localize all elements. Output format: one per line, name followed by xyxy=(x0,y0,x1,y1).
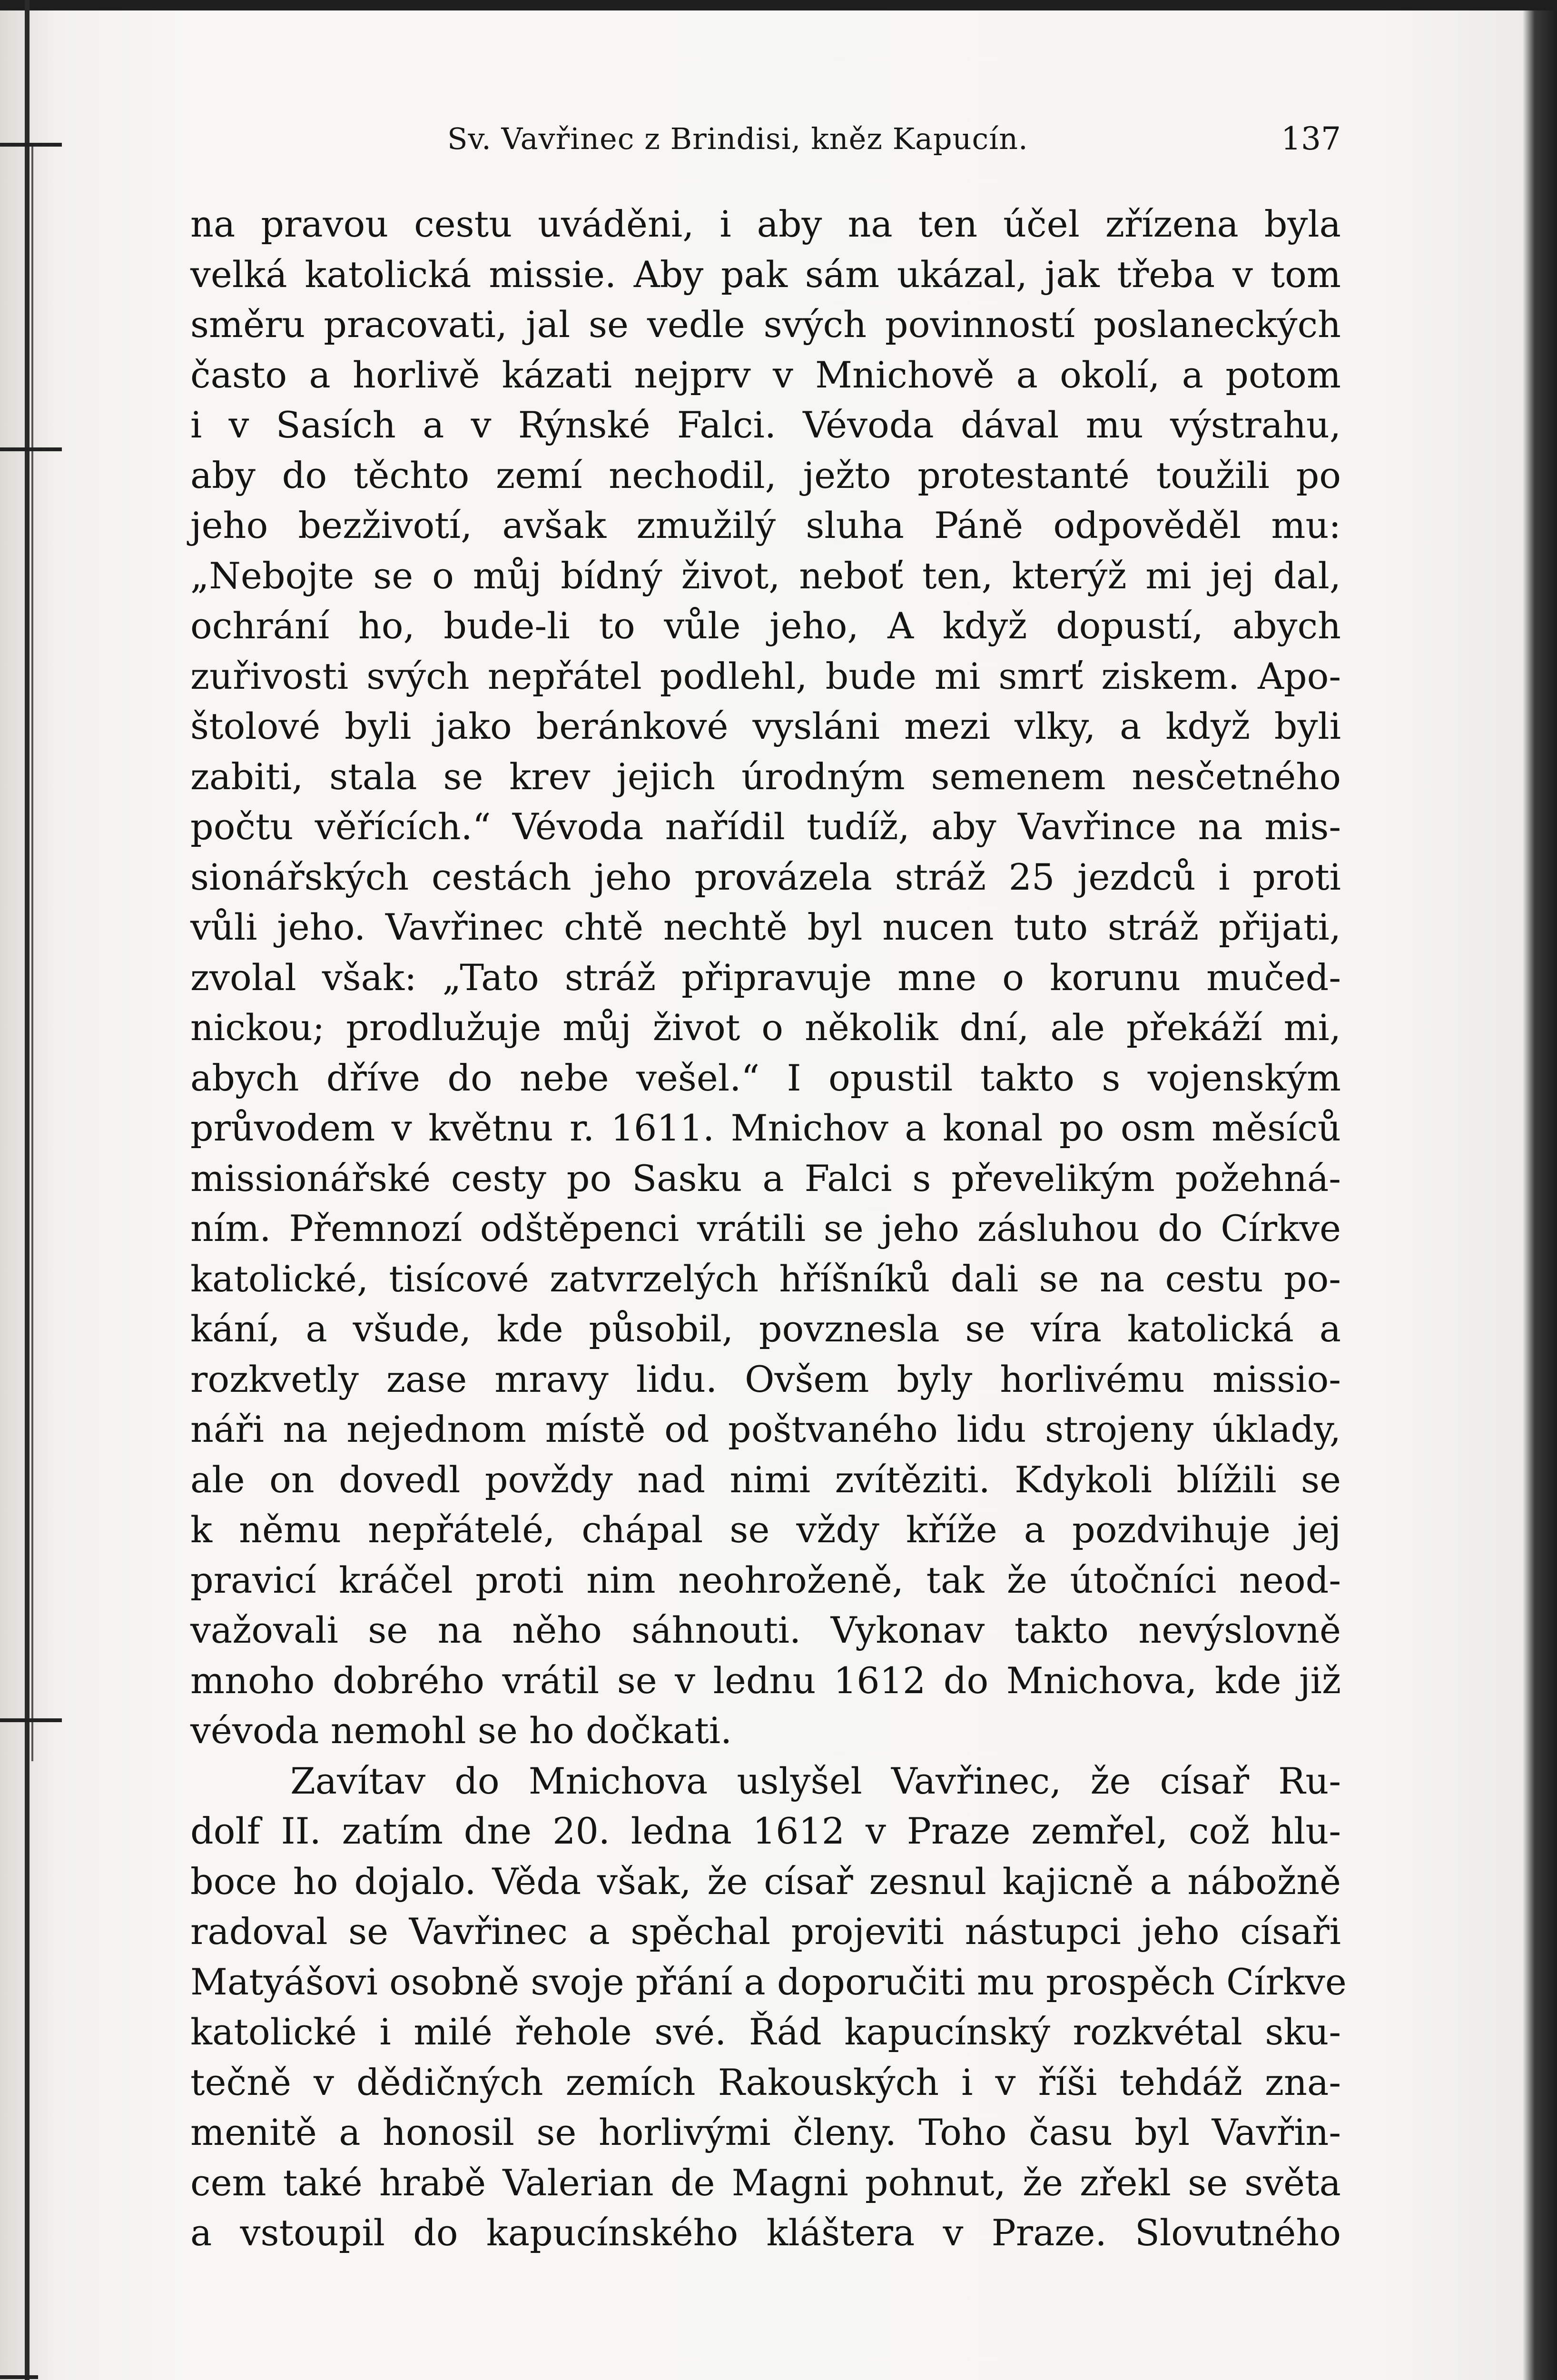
text-line: Zavítav do Mnichova uslyšel Vavřinec, že císař Ru- xyxy=(290,1759,1341,1802)
binding-mark xyxy=(0,2375,38,2379)
text-line: i v Sasích a v Rýnské Falci. Vévoda dával mu výstrahu, xyxy=(190,404,1341,446)
text-line: náři na nejednom místě od poštvaného lidu strojeny úklady, xyxy=(190,1408,1341,1450)
text-line: menitě a honosil se horlivými členy. Toho času byl Vavřin- xyxy=(190,2111,1341,2153)
text-line: aby do těchto zemí nechodil, ježto protestanté toužili po xyxy=(190,454,1341,496)
paragraph-1 xyxy=(190,199,1341,1756)
text-line: pravicí kráčel proti nim neohroženě, tak že útočníci neod- xyxy=(190,1558,1341,1601)
text-line: velká katolická missie. Aby pak sám ukázal, jak třeba v tom xyxy=(190,253,1341,296)
text-line: a vstoupil do kapucínského kláštera v Praze. Slovutného xyxy=(190,2211,1341,2254)
running-head: Sv. Vavřinec z Brindisi, kněz Kapucín. xyxy=(447,121,1028,156)
binding-mark xyxy=(0,1718,62,1722)
text-line: vůli jeho. Vavřinec chtě nechtě byl nucen tuto stráž přijati, xyxy=(190,906,1341,948)
text-line: zuřivosti svých nepřátel podlehl, bude mi smrť ziskem. Apo- xyxy=(190,654,1341,697)
top-page-edge xyxy=(0,0,1557,10)
text-line: nickou; prodlužuje můj život o několik dní, ale překáží mi, xyxy=(190,1006,1341,1049)
text-line: katolické i milé řehole své. Řád kapucínský rozkvétal sku- xyxy=(190,2011,1341,2053)
binding-mark xyxy=(0,143,62,147)
text-line: „Nebojte se o můj bídný život, neboť ten, kterýž mi jej dal, xyxy=(190,554,1341,597)
page-number: 137 xyxy=(1281,120,1341,157)
text-line: mnoho dobrého vrátil se v lednu 1612 do Mnichova, kde již xyxy=(190,1659,1341,1702)
text-line: dolf II. zatím dne 20. ledna 1612 v Praze zemřel, což hlu- xyxy=(190,1810,1341,1852)
text-line: sionářských cestách jeho provázela stráž 25 jezdců i proti xyxy=(190,855,1341,898)
text-line: tečně v dědičných zemích Rakouských i v říši tehdáž zna- xyxy=(190,2061,1341,2103)
text-line: vévoda nemohl se ho dočkati. xyxy=(190,1709,732,1752)
text-line: ním. Přemnozí odštěpenci vrátili se jeho zásluhou do Církve xyxy=(190,1207,1341,1250)
text-line: abych dříve do nebe vešel.“ I opustil takto s vojenským xyxy=(190,1056,1341,1099)
paragraph-2 xyxy=(190,1756,1347,2258)
text-line: jeho bezživotí, avšak zmužilý sluha Páně odpověděl mu: xyxy=(190,504,1341,546)
text-line: k němu nepřátelé, chápal se vždy kříže a pozdvihuje jej xyxy=(190,1508,1341,1551)
text-line: průvodem v květnu r. 1611. Mnichov a konal po osm měsíců xyxy=(190,1107,1341,1149)
text-line: kání, a všude, kde působil, povznesla se víra katolická a xyxy=(190,1308,1341,1350)
text-line: Matyášovi osobně svoje přání a doporučiti mu prospěch Církve xyxy=(190,1960,1347,2003)
text-line: ochrání ho, bude-li to vůle jeho, A když dopustí, abych xyxy=(190,605,1341,647)
text-line: na pravou cestu uváděni, i aby na ten účel zřízena byla xyxy=(190,203,1341,245)
book-binding-shadow xyxy=(31,143,33,1761)
page-header xyxy=(190,117,1341,160)
text-line: zabiti, stala se krev jejich úrodným semenem nesčetného xyxy=(190,755,1341,798)
binding-mark xyxy=(0,447,62,451)
book-binding-edge xyxy=(25,0,30,2380)
text-line: važovali se na něho sáhnouti. Vykonav takto nevýslovně xyxy=(190,1609,1341,1651)
text-line: štolové byli jako beránkové vysláni mezi vlky, a když byli xyxy=(190,705,1341,747)
text-line: missionářské cesty po Sasku a Falci s převelikým požehná- xyxy=(190,1157,1341,1200)
text-line: radoval se Vavřinec a spěchal projeviti nástupci jeho císaři xyxy=(190,1910,1341,1953)
text-line: zvolal však: „Tato stráž připravuje mne o korunu mučed- xyxy=(190,956,1341,999)
text-line: ale on dovedl povždy nad nimi zvítěziti. Kdykoli blížili se xyxy=(190,1458,1341,1501)
text-line: rozkvetly zase mravy lidu. Ovšem byly horlivému missio- xyxy=(190,1358,1341,1400)
body-text xyxy=(190,199,1347,2258)
text-line: často a horlivě kázati nejprv v Mnichově a okolí, a potom xyxy=(190,353,1341,396)
text-line: katolické, tisícové zatvrzelých hříšníků dali se na cestu po- xyxy=(190,1257,1341,1300)
text-line: boce ho dojalo. Věda však, že císař zesnul kajicně a nábožně xyxy=(190,1860,1341,1903)
text-line: cem také hrabě Valerian de Magni pohnut, že zřekl se světa xyxy=(190,2161,1341,2204)
text-line: směru pracovati, jal se vedle svých povinností poslaneckých xyxy=(190,303,1341,346)
text-line: počtu věřících.“ Vévoda nařídil tudíž, aby Vavřince na mis- xyxy=(190,805,1341,848)
